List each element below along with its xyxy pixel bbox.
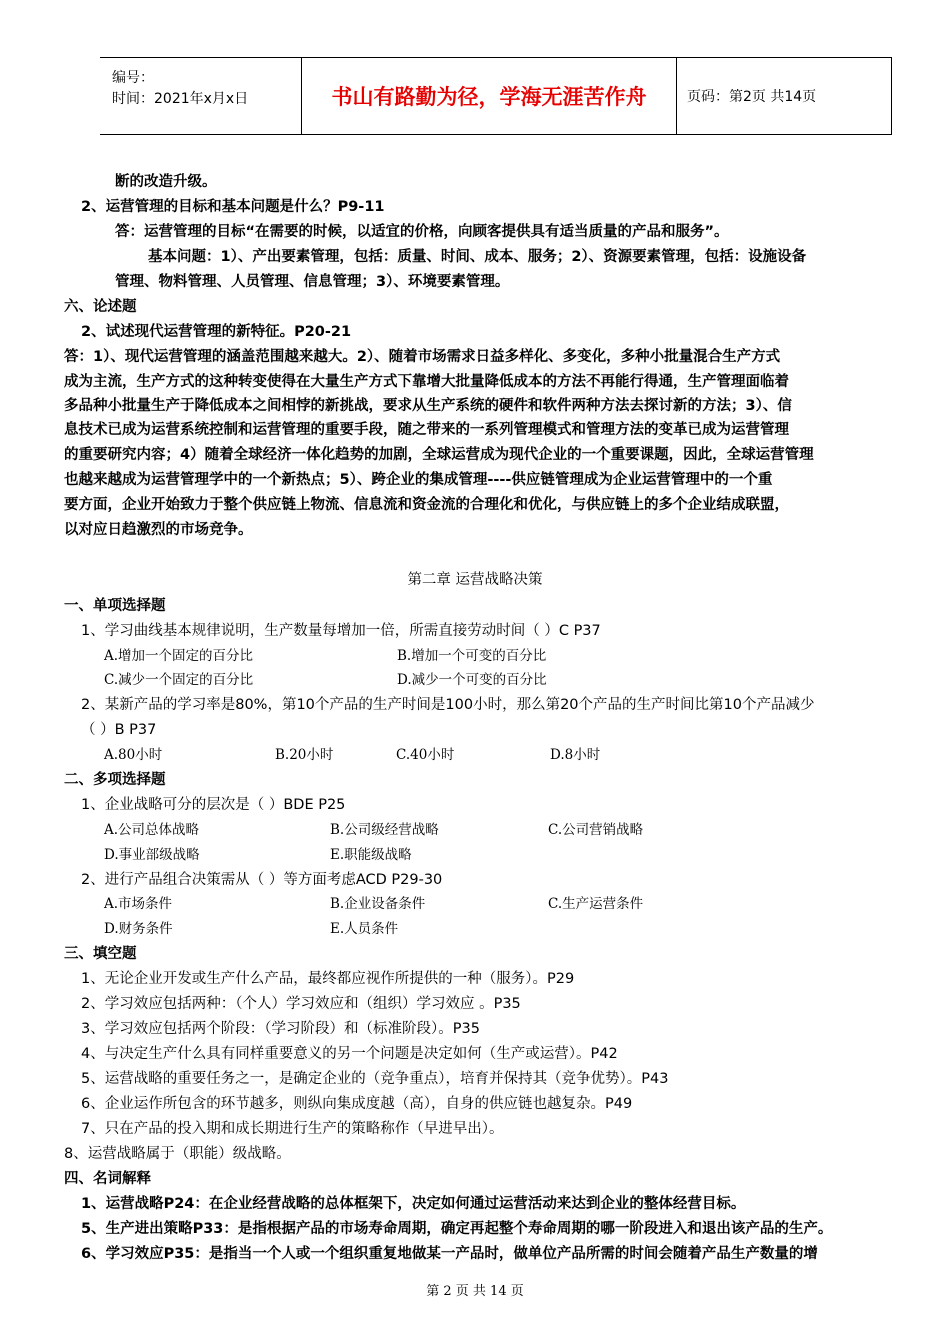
option-e: E.人员条件: [330, 921, 399, 937]
fill-blank-line: 4、与决定生产什么具有同样重要意义的另一个问题是决定如何（生产或运营）。P42: [81, 1046, 618, 1062]
section-heading: 三、填空题: [64, 946, 137, 962]
text-line: 也越来越成为运营管理学中的一个新热点；5）、跨企业的集成管理----供应链管理成为企业运营管理中的一个重: [64, 472, 773, 488]
option-e: E.职能级战略: [330, 847, 412, 863]
option-c: C.减少一个固定的百分比: [104, 672, 254, 688]
time-label: 时间：2021年x月x日: [112, 91, 249, 107]
question-line: 2、进行产品组合决策需从（ ）等方面考虑ACD P29-30: [81, 872, 443, 888]
header-page-label: 页码：第2页 共14页: [687, 89, 817, 105]
text-line: 要方面，企业开始致力于整个供应链上物流、信息流和资金流的合理化和优化，与供应链上的多个企业结成联盟，: [64, 497, 789, 513]
text-line: 断的改造升级。: [115, 174, 217, 190]
chapter-title: 第二章 运营战略决策: [407, 572, 543, 588]
text-line: 多品种小批量生产于降低成本之间相悖的新挑战，要求从生产系统的硬件和软件两种方法去探讨新的方法；3）、信: [64, 398, 792, 414]
question-heading: 2、运营管理的目标和基本问题是什么？P9-11: [81, 199, 385, 215]
question-line: 2、某新产品的学习率是80%，第10个产品的生产时间是100小时，那么第20个产品的生产时间比第10个产品减少: [81, 697, 815, 713]
text-line: 管理、物料管理、人员管理、信息管理；3）、环境要素管理。: [115, 274, 510, 290]
option-b: B.企业设备条件: [330, 896, 426, 912]
document-header: [100, 57, 892, 135]
option-a: A.市场条件: [104, 896, 173, 912]
option-b: B.公司级经营战略: [330, 822, 439, 838]
fill-blank-line: 2、学习效应包括两种：（个人）学习效应和（组织）学习效应 。P35: [81, 996, 521, 1012]
text-line: 的重要研究内容；4）随着全球经济一体化趋势的加剧，全球运营成为现代企业的一个重要课题，因此，全球运营管理: [64, 447, 814, 463]
definition-line: 5、生产进出策略P33：是指根据产品的市场寿命周期，确定再起整个寿命周期的哪一阶段进入和退出该产品的生产。: [81, 1221, 833, 1237]
number-label: 编号：: [112, 70, 154, 86]
section-heading: 二、多项选择题: [64, 772, 166, 788]
option-a: A.增加一个固定的百分比: [104, 648, 254, 664]
text-line: 息技术已成为运营系统控制和运营管理的重要手段，随之带来的一系列管理模式和管理方法的变革已成为运营管理: [64, 422, 789, 438]
option-d: D.事业部级战略: [104, 847, 200, 863]
option-b: B.增加一个可变的百分比: [397, 648, 547, 664]
option-d: D.财务条件: [104, 921, 173, 937]
option-c: C.公司营销战略: [548, 822, 644, 838]
page-footer: 第 2 页 共 14 页: [426, 1284, 524, 1299]
section-heading: 一、单项选择题: [64, 598, 166, 614]
text-line: 成为主流，生产方式的这种转变使得在大量生产方式下靠增大批量降低成本的方法不再能行得通，生产管理面临着: [64, 374, 789, 390]
question-line: 1、企业战略可分的层次是（ ）BDE P25: [81, 797, 346, 813]
section-heading: 四、名词解释: [64, 1171, 151, 1187]
answer-line: 答：运营管理的目标“在需要的时候，以适宜的价格，向顾客提供具有适当质量的产品和服务”。: [115, 224, 729, 240]
option-a: A.80小时: [104, 747, 163, 763]
option-a: A.公司总体战略: [104, 822, 200, 838]
fill-blank-line: 5、运营战略的重要任务之一，是确定企业的（竞争重点），培育并保持其（竞争优势）。P43: [81, 1071, 669, 1087]
fill-blank-line: 3、学习效应包括两个阶段：（学习阶段）和（标准阶段）。P35: [81, 1021, 480, 1037]
question-line: （ ）B P37: [81, 722, 157, 738]
fill-blank-line: 6、企业运作所包含的环节越多，则纵向集成度越（高），自身的供应链也越复杂。P49: [81, 1096, 633, 1112]
text-line: 以对应日趋激烈的市场竞争。: [64, 522, 253, 538]
text-line: 基本问题：1）、产出要素管理，包括：质量、时间、成本、服务；2）、资源要素管理，包括：设施设备: [148, 249, 807, 265]
definition-line: 1、运营战略P24：在企业经营战略的总体框架下，决定如何通过运营活动来达到企业的整体经营目标。: [81, 1196, 746, 1212]
fill-blank-line: 1、无论企业开发或生产什么产品，最终都应视作所提供的一种（服务）。P29: [81, 971, 575, 987]
option-c: C.40小时: [396, 747, 455, 763]
option-c: C.生产运营条件: [548, 896, 644, 912]
fill-blank-line: 8、运营战略属于（职能）级战略。: [64, 1146, 291, 1162]
option-d: D.减少一个可变的百分比: [397, 672, 547, 688]
definition-line: 6、学习效应P35：是指当一个人或一个组织重复地做某一产品时，做单位产品所需的时间会随着产品生产数量的增: [81, 1246, 818, 1262]
section-heading: 六、论述题: [64, 299, 137, 315]
question-heading: 2、试述现代运营管理的新特征。P20-21: [81, 324, 352, 340]
header-meta: [100, 58, 302, 134]
option-d: D.8小时: [550, 747, 601, 763]
header-motto: 书山有路勤为径，学海无涯苦作舟: [302, 58, 677, 134]
fill-blank-line: 7、只在产品的投入期和成长期进行生产的策略称作（早进早出）。: [81, 1121, 504, 1137]
question-line: 1、学习曲线基本规律说明，生产数量每增加一倍，所需直接劳动时间（ ）C P37: [81, 623, 601, 639]
option-b: B.20小时: [275, 747, 334, 763]
answer-line: 答：1）、现代运营管理的涵盖范围越来越大。2）、随着市场需求日益多样化、多变化，多种小批量混合生产方式: [64, 349, 781, 365]
